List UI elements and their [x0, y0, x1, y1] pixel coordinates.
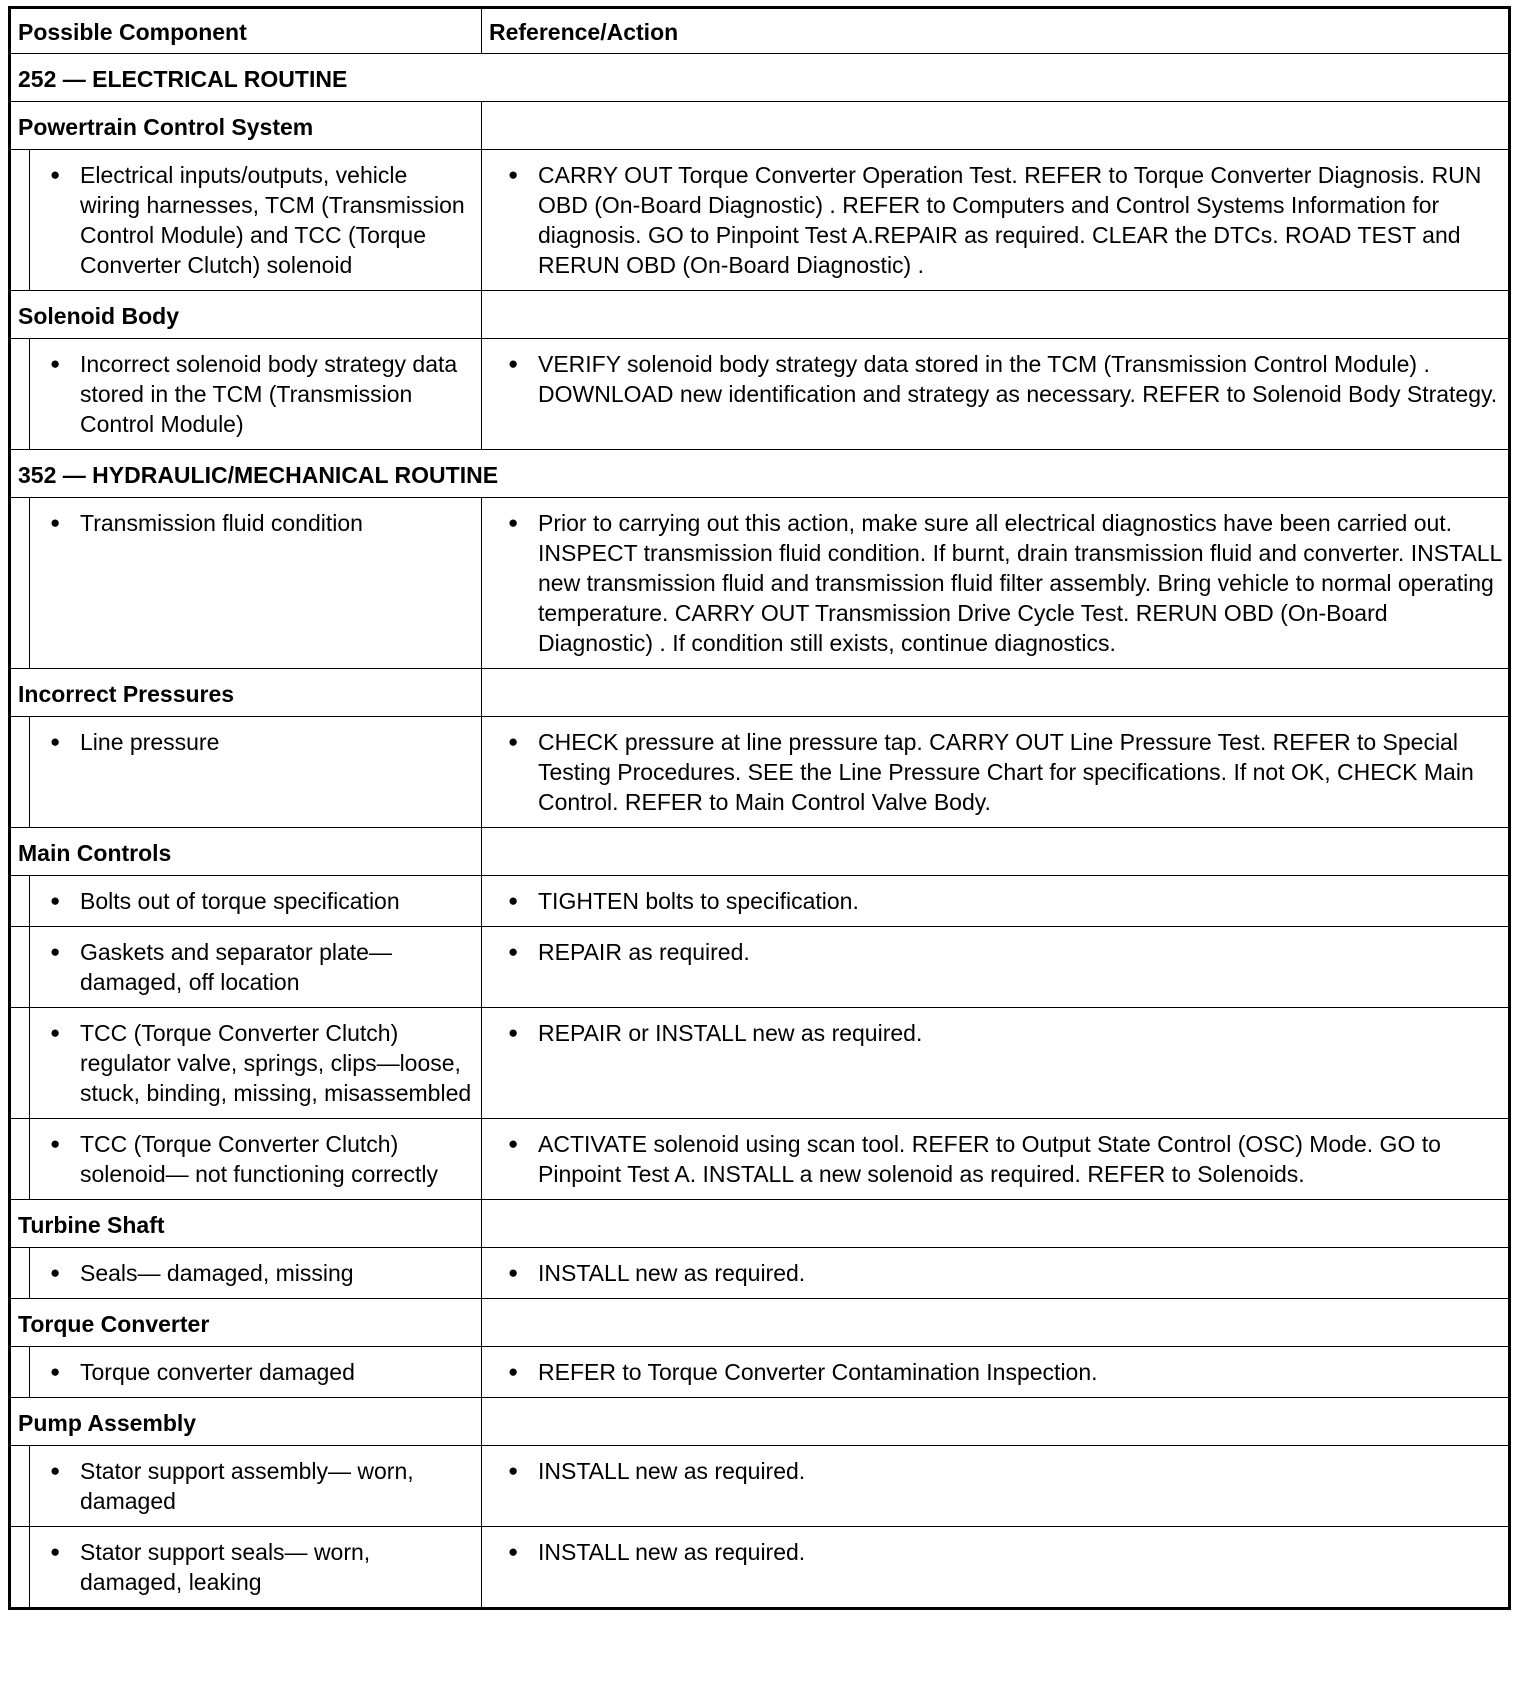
bullet-icon: ● [50, 1134, 61, 1153]
indent-cell [10, 1248, 30, 1299]
indent-cell [10, 717, 30, 828]
bullet-icon: ● [508, 513, 519, 532]
component-cell [30, 339, 482, 450]
indent-cell [10, 498, 30, 669]
bullet-icon: ● [508, 1362, 519, 1381]
table-row [10, 1248, 1510, 1299]
header-reference-action: Reference/Action [482, 8, 1510, 54]
indent-cell [10, 1119, 30, 1200]
group-main-controls: Main Controls [10, 828, 482, 876]
group-row [10, 1398, 1510, 1446]
action-text: CARRY OUT Torque Converter Operation Test. REFER to Torque Converter Diagnosis. RUN OBD (On-Board Diagnostic) . REFER to Computers and Control Systems Information for diagnosis. GO to Pinpoint Test A.REPAIR as required. CLEAR the DTCs. ROAD TEST and RERUN OBD (On-Board Diagnostic) . [538, 162, 1482, 278]
section-row [10, 450, 1510, 498]
bullet-icon: ● [50, 165, 61, 184]
action-cell [482, 150, 1510, 291]
component-cell [30, 1347, 482, 1398]
group-row [10, 828, 1510, 876]
indent-cell [10, 339, 30, 450]
component-cell [30, 1446, 482, 1527]
component-cell [30, 717, 482, 828]
group-empty-cell [482, 1299, 1510, 1347]
bullet-icon: ● [508, 1023, 519, 1042]
group-solenoid-body: Solenoid Body [10, 291, 482, 339]
component-cell [30, 876, 482, 927]
component-cell [30, 1119, 482, 1200]
group-empty-cell [482, 828, 1510, 876]
action-text: INSTALL new as required. [538, 1539, 806, 1565]
group-empty-cell [482, 291, 1510, 339]
group-empty-cell [482, 1398, 1510, 1446]
indent-cell [10, 1008, 30, 1119]
bullet-icon: ● [508, 1542, 519, 1561]
table-header-row [10, 8, 1510, 54]
component-text: Torque converter damaged [80, 1359, 355, 1385]
action-text: REPAIR or INSTALL new as required. [538, 1020, 923, 1046]
action-text: TIGHTEN bolts to specification. [538, 888, 859, 914]
component-cell [30, 498, 482, 669]
action-text: CHECK pressure at line pressure tap. CARRY OUT Line Pressure Test. REFER to Special Testing Procedures. SEE the Line Pressure Chart for specifications. If not OK, CHECK Main Control. REFER to Main Control Valve Body. [538, 729, 1474, 815]
component-text: Transmission fluid condition [80, 510, 363, 536]
action-cell [482, 1008, 1510, 1119]
component-text: Line pressure [80, 729, 220, 755]
bullet-icon: ● [50, 513, 61, 532]
component-text: Electrical inputs/outputs, vehicle wiring harnesses, TCM (Transmission Control Module) and TCC (Torque Converter Clutch) solenoid [80, 162, 465, 278]
action-text: REFER to Torque Converter Contamination Inspection. [538, 1359, 1098, 1385]
indent-cell [10, 1347, 30, 1398]
group-row [10, 1299, 1510, 1347]
table-row [10, 1527, 1510, 1609]
group-empty-cell [482, 1200, 1510, 1248]
component-text: Stator support assembly— worn, damaged [80, 1458, 414, 1514]
table-row [10, 876, 1510, 927]
action-text: INSTALL new as required. [538, 1458, 806, 1484]
component-text: Gaskets and separator plate—damaged, off location [80, 939, 392, 995]
group-torque-converter: Torque Converter [10, 1299, 482, 1347]
component-cell [30, 1248, 482, 1299]
table-row [10, 498, 1510, 669]
bullet-icon: ● [50, 891, 61, 910]
bullet-icon: ● [50, 1023, 61, 1042]
table-row [10, 150, 1510, 291]
diagnosis-table [8, 6, 1511, 1610]
action-cell [482, 1527, 1510, 1609]
bullet-icon: ● [508, 354, 519, 373]
table-row [10, 1119, 1510, 1200]
component-cell [30, 1527, 482, 1609]
header-possible-component: Possible Component [10, 8, 482, 54]
action-text: INSTALL new as required. [538, 1260, 806, 1286]
group-row [10, 669, 1510, 717]
component-text: TCC (Torque Converter Clutch) solenoid— not functioning correctly [80, 1131, 438, 1187]
action-cell [482, 1347, 1510, 1398]
bullet-icon: ● [508, 1134, 519, 1153]
group-powertrain-control-system: Powertrain Control System [10, 102, 482, 150]
action-cell [482, 1248, 1510, 1299]
bullet-icon: ● [50, 1263, 61, 1282]
action-text: REPAIR as required. [538, 939, 750, 965]
action-text: ACTIVATE solenoid using scan tool. REFER to Output State Control (OSC) Mode. GO to Pinpoint Test A. INSTALL a new solenoid as required. REFER to Solenoids. [538, 1131, 1441, 1187]
group-pump-assembly: Pump Assembly [10, 1398, 482, 1446]
bullet-icon: ● [50, 1461, 61, 1480]
section-row [10, 54, 1510, 102]
bullet-icon: ● [508, 1461, 519, 1480]
bullet-icon: ● [508, 732, 519, 751]
table-row [10, 339, 1510, 450]
component-text: Bolts out of torque specification [80, 888, 400, 914]
indent-cell [10, 876, 30, 927]
table-row [10, 927, 1510, 1008]
section-hydraulic-mechanical-routine: 352 — HYDRAULIC/MECHANICAL ROUTINE [10, 450, 1510, 498]
bullet-icon: ● [508, 891, 519, 910]
bullet-icon: ● [508, 1263, 519, 1282]
group-row [10, 1200, 1510, 1248]
action-cell [482, 876, 1510, 927]
component-text: Incorrect solenoid body strategy data stored in the TCM (Transmission Control Module) [80, 351, 458, 437]
bullet-icon: ● [50, 1362, 61, 1381]
component-cell [30, 927, 482, 1008]
action-cell [482, 498, 1510, 669]
group-empty-cell [482, 102, 1510, 150]
bullet-icon: ● [508, 942, 519, 961]
indent-cell [10, 927, 30, 1008]
bullet-icon: ● [50, 354, 61, 373]
action-cell [482, 1446, 1510, 1527]
group-row [10, 291, 1510, 339]
table-row [10, 717, 1510, 828]
action-text: Prior to carrying out this action, make sure all electrical diagnostics have been carried out. INSPECT transmission fluid condition. If burnt, drain transmission fluid and converter. INSTALL new transmission fluid and transmission fluid filter assembly. Bring vehicle to normal operating temperature. CARRY OUT Transmission Drive Cycle Test. RERUN OBD (On-Board Diagnostic) . If condition still exists, continue diagnostics. [538, 510, 1502, 656]
group-empty-cell [482, 669, 1510, 717]
indent-cell [10, 150, 30, 291]
action-cell [482, 1119, 1510, 1200]
indent-cell [10, 1527, 30, 1609]
group-incorrect-pressures: Incorrect Pressures [10, 669, 482, 717]
bullet-icon: ● [50, 942, 61, 961]
group-row [10, 102, 1510, 150]
component-text: Seals— damaged, missing [80, 1260, 354, 1286]
component-text: TCC (Torque Converter Clutch) regulator valve, springs, clips—loose, stuck, binding, missing, misassembled [80, 1020, 472, 1106]
bullet-icon: ● [508, 165, 519, 184]
table-row [10, 1347, 1510, 1398]
component-cell [30, 150, 482, 291]
action-text: VERIFY solenoid body strategy data stored in the TCM (Transmission Control Module) . DOWNLOAD new identification and strategy as necessary. REFER to Solenoid Body Strategy. [538, 351, 1498, 407]
section-electrical-routine: 252 — ELECTRICAL ROUTINE [10, 54, 1510, 102]
indent-cell [10, 1446, 30, 1527]
component-cell [30, 1008, 482, 1119]
action-cell [482, 339, 1510, 450]
bullet-icon: ● [50, 732, 61, 751]
bullet-icon: ● [50, 1542, 61, 1561]
component-text: Stator support seals— worn, damaged, leaking [80, 1539, 371, 1595]
action-cell [482, 717, 1510, 828]
action-cell [482, 927, 1510, 1008]
group-turbine-shaft: Turbine Shaft [10, 1200, 482, 1248]
table-row [10, 1446, 1510, 1527]
table-row [10, 1008, 1510, 1119]
